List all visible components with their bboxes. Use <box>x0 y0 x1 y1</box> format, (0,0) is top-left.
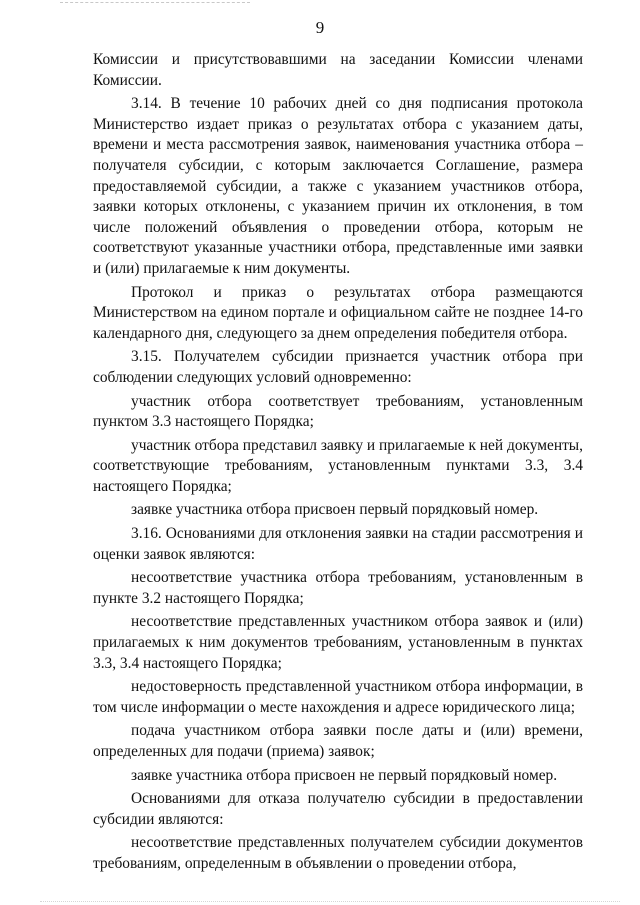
refusal-ground-item: несоответствие представленных получателем субсидии документов требованиям, определенным в объявлении о проведении отбора, <box>93 834 583 872</box>
condition-item: заявке участника отбора присвоен первый порядковый номер. <box>131 501 539 519</box>
condition-item: участник отбора представил заявку и прилагаемые к ней документы, соответствующие требованиям, установленным пунктами 3.3, 3.4 настоящего Порядка; <box>93 436 583 495</box>
page-number: 9 <box>315 18 325 37</box>
rejection-ground-item: заявке участника отбора присвоен не первый порядковый номер. <box>131 766 558 784</box>
paragraph-3-15: 3.15. Получателем субсидии признается участник отбора при соблюдении следующих условий одновременно: <box>93 348 583 386</box>
paragraph-refusal-grounds: Основаниями для отказа получателю субсидии в предоставлении субсидии являются: <box>93 790 583 828</box>
condition-item: участник отбора соответствует требованиям, установленным пунктом 3.3 настоящего Порядка; <box>93 392 583 431</box>
rejection-ground-item: подача участником отбора заявки после даты и (или) времени, определенных для подачи (приема) заявок; <box>93 722 583 760</box>
paragraph-protocol-publication: Протокол и приказ о результатах отбора размещаются Министерством на едином портале и официальном сайте не позднее 14-го календарного дня, следующего за днем определения победителя отбора. <box>93 283 583 342</box>
rejection-ground-item: несоответствие представленных участником отбора заявок и (или) прилагаемых к ним документов требованиям, установленным в пунктах 3.3, 3.4 настоящего Порядка; <box>93 613 583 672</box>
paragraph-3-16: 3.16. Основаниями для отклонения заявки на стадии рассмотрения и оценки заявок являются: <box>93 525 583 563</box>
scan-artifact-bottom <box>40 901 620 902</box>
paragraph-3-14: 3.14. В течение 10 рабочих дней со дня подписания протокола Министерство издает приказ о результатах отбора с указанием даты, времени и места рассмотрения заявок, наименования участника отбора – получателя субсидии, с которым заключается Соглашение, размера предоставляемой субсидии, а также с указанием участников отбора, заявки которых отклонены, с указанием причин их отклонения, в том числе положений объявления о проведении отбора, которым не соответствуют указанные участники отбора, представленные ими заявки и (или) прилагаемые к ним документы. <box>93 95 583 277</box>
rejection-ground-item: недостоверность представленной участником отбора информации, в том числе информации о месте нахождения и адресе юридического лица; <box>93 678 583 716</box>
paragraph-commission-continuation: Комиссии и присутствовавшими на заседании Комиссии членами Комиссии. <box>93 51 583 89</box>
scan-artifact-top <box>60 2 250 3</box>
document-body <box>93 50 583 878</box>
rejection-ground-item: несоответствие участника отбора требованиям, установленным в пункте 3.2 настоящего Порядка; <box>93 569 583 607</box>
